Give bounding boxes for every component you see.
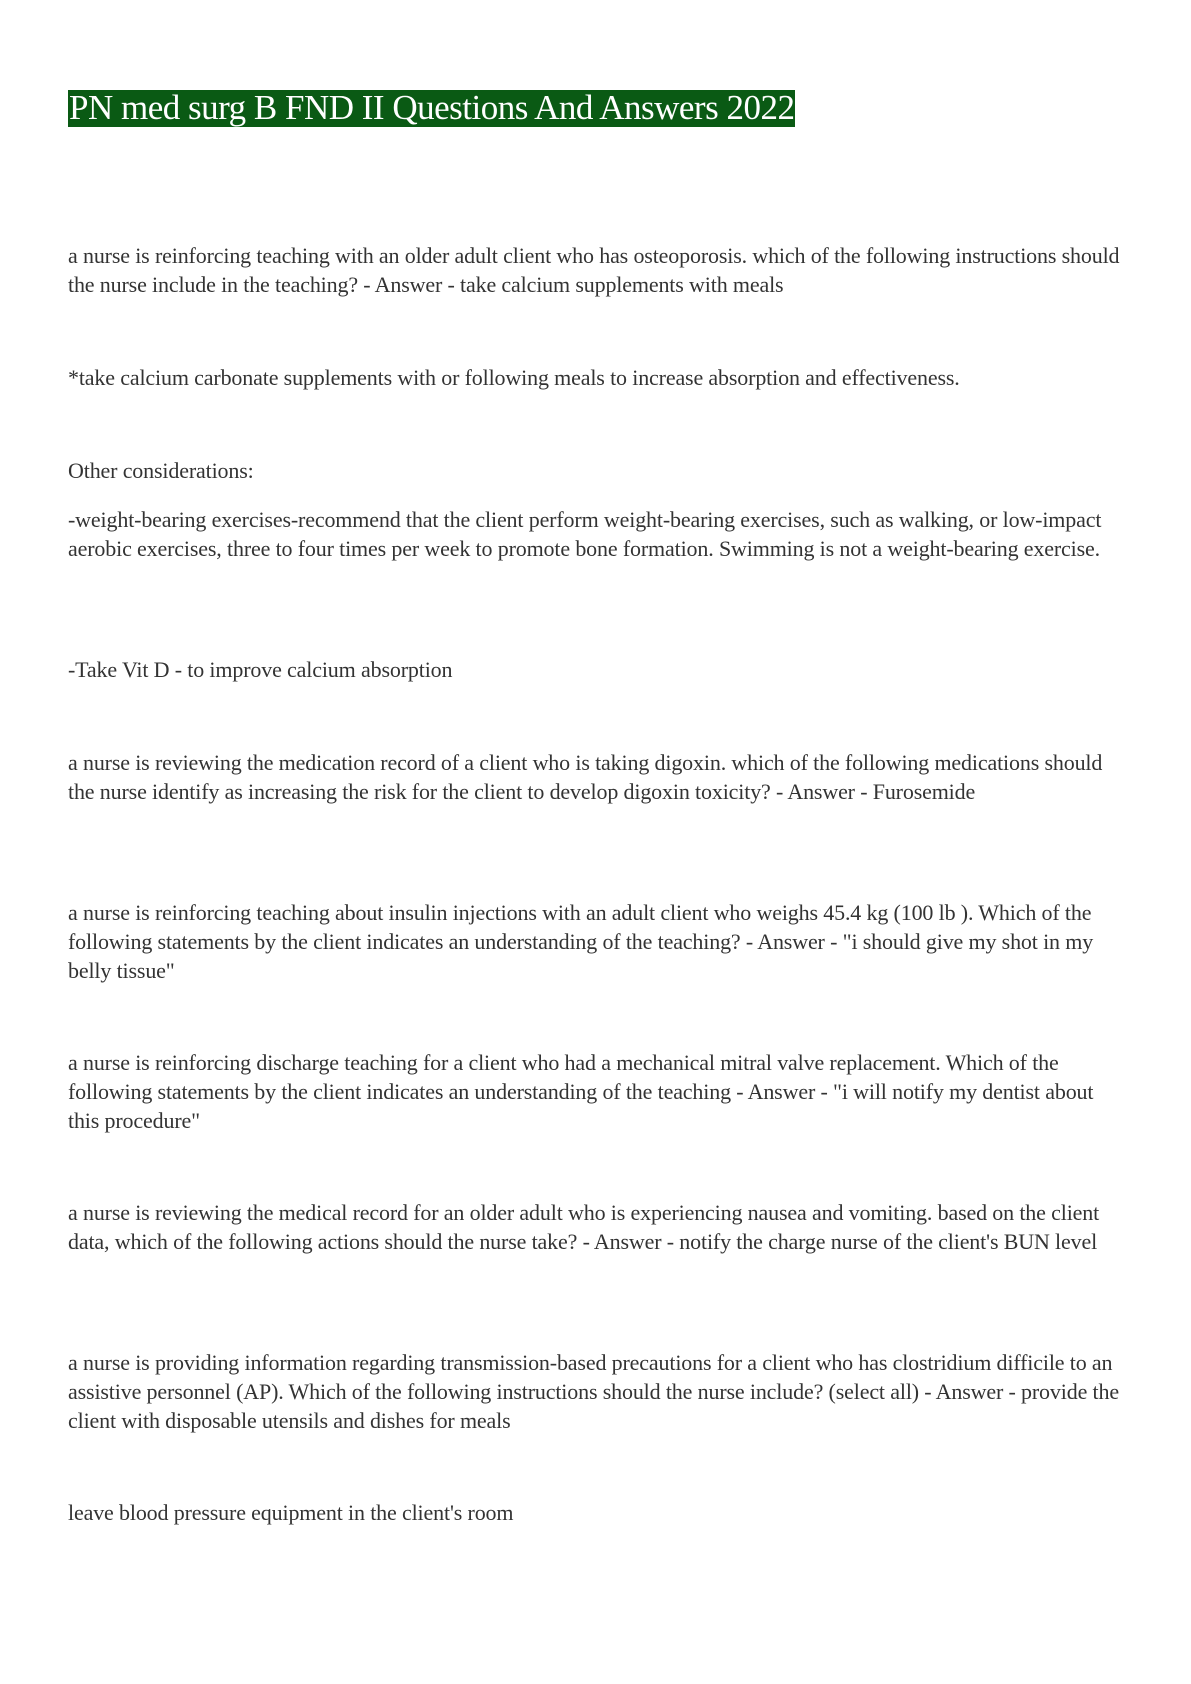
other-considerations-heading: Other considerations: — [68, 458, 254, 483]
question-nausea-vomiting: a nurse is reviewing the medical record for an older adult who is experiencing nausea and vomiting. based on the client data, which of the following actions should the nurse take? - Answer - notify the charge nurse of the client's BUN level — [68, 1200, 1100, 1254]
question-mitral-valve: a nurse is reinforcing discharge teaching for a client who had a mechanical mitral valve replacement. Which of the following statements by the client indicates an understanding of the teaching - Answer - "i will notify my dentist about this procedure" — [68, 1050, 1094, 1133]
question-clostridium: a nurse is providing information regarding transmission-based precautions for a client who has clostridium difficile to an assistive personnel (AP). Which of the following instructions should the nurse include? (select all) - Answer - provide the client with disposable utensils and dishes for meals — [68, 1350, 1119, 1433]
question-osteoporosis: a nurse is reinforcing teaching with an older adult client who has osteoporosis. which of the following instructions should the nurse include in the teaching? - Answer - take calcium supplements with meals — [68, 243, 1120, 297]
calcium-note: *take calcium carbonate supplements with or following meals to increase absorption and effectiveness. — [68, 365, 960, 390]
vitamin-d-note: -Take Vit D - to improve calcium absorption — [68, 657, 453, 682]
question-insulin: a nurse is reinforcing teaching about insulin injections with an adult client who weighs 45.4 kg (100 lb ). Which of the following statements by the client indicates an understanding of the teaching? - Answer - "i should give my shot in my belly tissue" — [68, 900, 1094, 983]
answer-blood-pressure-equipment: leave blood pressure equipment in the client's room — [68, 1500, 514, 1525]
question-digoxin: a nurse is reviewing the medication record of a client who is taking digoxin. which of the following medications should the nurse identify as increasing the risk for the client to develop digoxin toxicity? - Answer - Furosemide — [68, 750, 1103, 804]
document-title: PN med surg B FND II Questions And Answers 2022 — [69, 88, 795, 127]
weight-bearing-note: -weight-bearing exercises-recommend that the client perform weight-bearing exercises, such as walking, or low-impact aerobic exercises, three to four times per week to promote bone formation. Swimming is not a weight-bearing exercise. — [68, 507, 1102, 561]
